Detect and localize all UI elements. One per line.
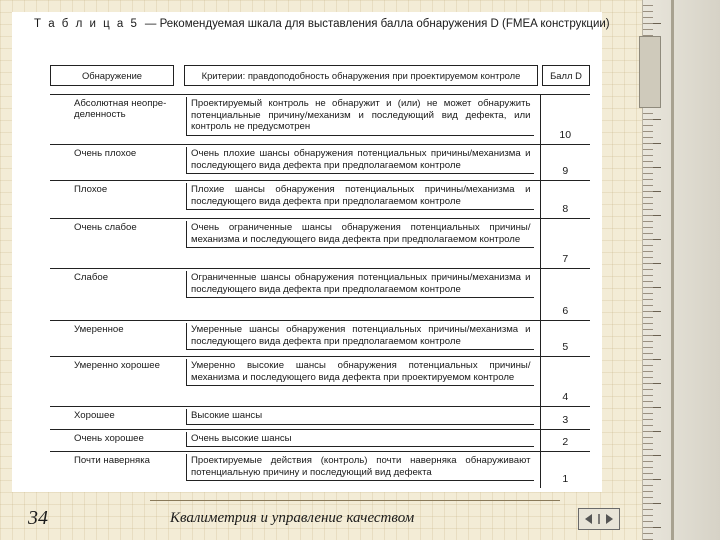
score-value: 7 xyxy=(562,253,569,265)
table-row xyxy=(50,95,590,145)
score-value: 1 xyxy=(562,472,569,485)
detection-label: Очень плохое xyxy=(74,148,137,159)
detection-label: Очень слабое xyxy=(74,222,137,233)
ruler-clip xyxy=(639,36,661,108)
footer-title: Квалиметрия и управление качеством xyxy=(170,510,415,526)
criteria-text: Умеренно высокие шансы обнаружения потенциальных причины/механизма и последующего вида дефекта при проектируемом контроле xyxy=(186,359,534,386)
detection-label: Абсолютная неопределенность xyxy=(74,98,167,120)
footer-divider xyxy=(150,500,560,501)
detection-label: Слабое xyxy=(74,272,109,283)
header-detection-cell xyxy=(50,56,180,95)
score-value: 2 xyxy=(562,436,569,448)
detection-label: Хорошее xyxy=(74,410,115,421)
table-caption-text: — Рекомендуемая шкала для выставления балла обнаружения D (FMEA конструкции) xyxy=(144,18,610,30)
table-row xyxy=(50,357,590,407)
criteria-text: Высокие шансы xyxy=(186,409,534,425)
page-number: 34 xyxy=(28,507,48,529)
table-row xyxy=(50,145,590,181)
detection-label: Умеренно хорошее xyxy=(74,360,160,371)
criteria-text: Плохие шансы обнаружения потенциальных причины/механизма и последующего вида дефекта при предполагаемом контроле xyxy=(186,183,534,210)
ruler-decoration xyxy=(642,0,720,540)
header-score: Балл D xyxy=(542,65,590,86)
detection-label: Очень хорошее xyxy=(74,432,144,444)
table-row xyxy=(50,181,590,219)
fmea-detection-table xyxy=(50,56,590,488)
table-row xyxy=(50,321,590,357)
table-row xyxy=(50,429,590,452)
table-row xyxy=(50,219,590,269)
criteria-text: Очень плохие шансы обнаружения потенциальных причины/механизма и последующего вида дефекта при предполагаемом контроле xyxy=(186,147,534,174)
criteria-text: Умеренные шансы обнаружения потенциальных причины/механизма и последующего вида дефекта при предполагаемом контроле xyxy=(186,323,534,350)
header-score-cell xyxy=(540,56,590,95)
score-value: 3 xyxy=(562,413,569,426)
slide-navigation-icon[interactable] xyxy=(578,508,620,530)
navigation-arrows-icon xyxy=(582,511,616,527)
criteria-text: Проектируемый контроль не обнаружит и (или) не может обнаружить потенциальные причину/механизм и последующий вид дефекта, или контроль не предусмотрен xyxy=(186,97,534,136)
criteria-text: Ограниченные шансы обнаружения потенциальных причины/механизма и последующего вида дефекта при предполагаемом контроле xyxy=(186,271,534,298)
criteria-text: Очень ограниченные шансы обнаружения потенциальных причины/механизма и последующего вида дефекта при предполагаемом контроле xyxy=(186,221,534,248)
table-row xyxy=(50,407,590,430)
score-value: 6 xyxy=(562,305,569,317)
score-value: 5 xyxy=(562,341,569,353)
criteria-text: Очень высокие шансы xyxy=(186,432,534,448)
score-value: 10 xyxy=(559,129,572,141)
slide-content xyxy=(12,12,610,492)
header-criteria: Критерии: правдоподобность обнаружения при проектируемом контроле xyxy=(184,65,538,86)
detection-label: Плохое xyxy=(74,184,108,195)
table-caption-label: Т а б л и ц а 5 xyxy=(34,18,139,30)
criteria-text: Проектируемые действия (контроль) почти наверняка обнаруживают потенциальную причину и последующий вид дефекта xyxy=(186,454,534,481)
detection-label: Умеренное xyxy=(74,324,124,335)
table-row xyxy=(50,269,590,321)
ruler-groove xyxy=(671,0,674,540)
header-criteria-cell xyxy=(180,56,540,95)
detection-label: Почти наверняка xyxy=(74,455,150,466)
table-row xyxy=(50,452,590,488)
score-value: 9 xyxy=(562,165,569,177)
header-detection: Обнаружение xyxy=(50,65,174,86)
score-value: 4 xyxy=(562,391,569,403)
score-value: 8 xyxy=(562,203,569,215)
table-caption xyxy=(34,18,610,30)
